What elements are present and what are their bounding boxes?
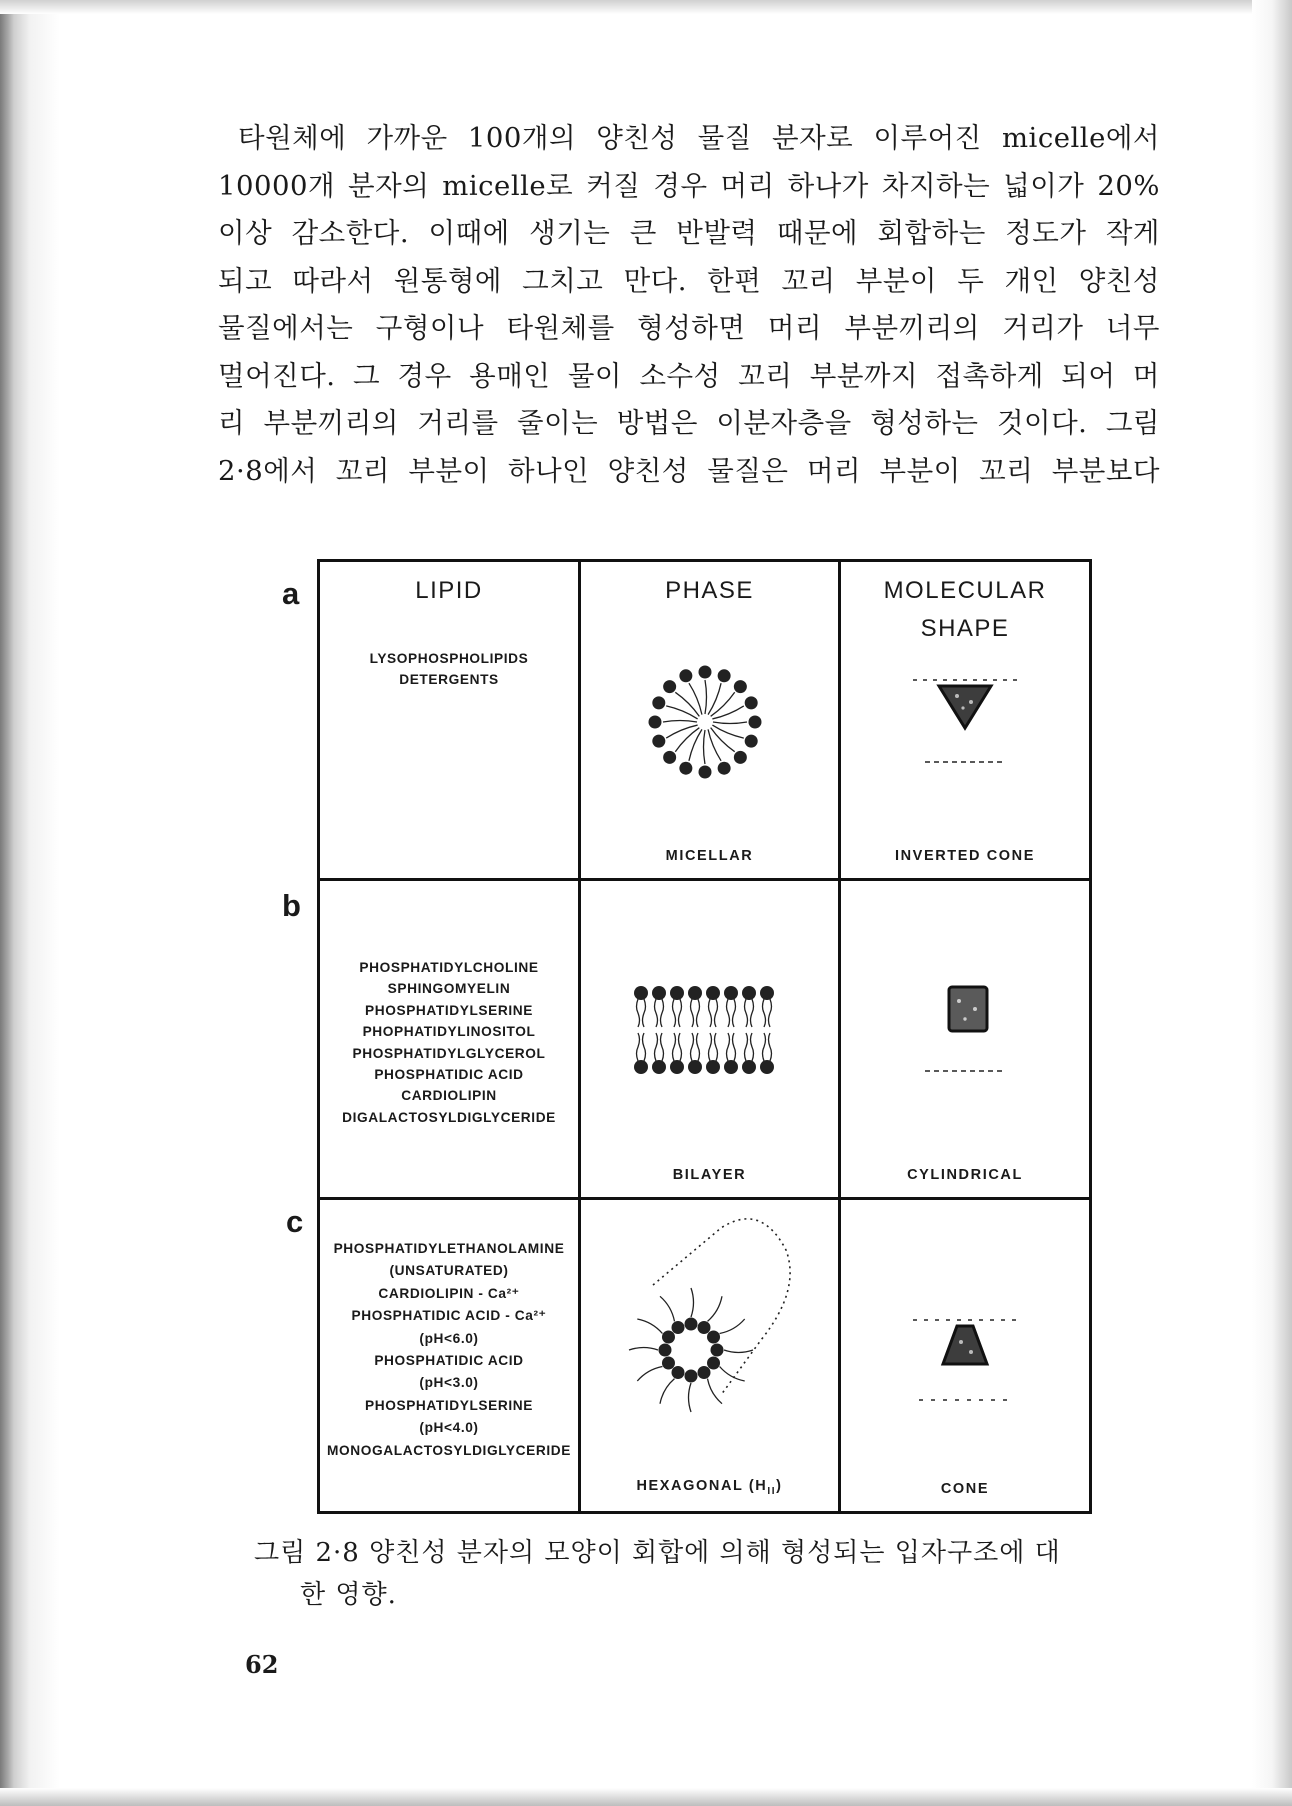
lipid-name: PHOSPHATIDYLGLYCEROL — [352, 1045, 546, 1061]
lipid-tail — [709, 999, 712, 1027]
lipid-head — [634, 986, 648, 1000]
lipid-head — [706, 986, 720, 1000]
lipid-head — [760, 1060, 774, 1074]
lipid-head — [672, 1366, 685, 1379]
lipid-head — [742, 986, 756, 1000]
page-binding-shadow — [0, 0, 92, 1806]
lipid-head — [679, 762, 692, 775]
cell-c-phase — [581, 1200, 838, 1511]
lipid-head — [663, 680, 676, 693]
lipid-head — [659, 1344, 672, 1357]
shape-texture — [961, 706, 964, 709]
lipid-name: PHOSPHATIDIC ACID - Ca²⁺ — [351, 1308, 547, 1324]
lipid-tail — [733, 1033, 736, 1061]
lipid-tail — [679, 1033, 682, 1061]
cell-b-phase — [581, 881, 838, 1197]
lipid-tail — [708, 729, 721, 760]
cylinder-diagram — [905, 981, 1025, 1091]
lipid-tail — [655, 999, 658, 1027]
header-lipid: LIPID — [415, 577, 483, 604]
cell-b-lipid — [320, 881, 578, 1197]
lipid-tail — [763, 1033, 766, 1061]
lipid-name: DETERGENTS — [399, 672, 499, 688]
lipid-head — [698, 1366, 711, 1379]
lipid-head — [749, 716, 762, 729]
lipid-name: (pH<4.0) — [419, 1420, 479, 1436]
lipid-head — [699, 666, 712, 679]
lipid-name: LYSOPHOSPHOLIPIDS — [369, 651, 529, 666]
lipid-tail — [708, 1296, 723, 1321]
shape-texture — [959, 1340, 963, 1344]
paragraph-line: 이상 감소한다. 이때에 생기는 큰 반발력 때문에 회합하는 정도가 작게 — [218, 217, 1160, 249]
lipid-list-a — [320, 648, 578, 691]
lipid-head — [662, 1357, 675, 1370]
lipid-tail — [643, 1033, 646, 1061]
lipid-tail — [643, 999, 646, 1027]
cell-a-lipid — [320, 562, 578, 878]
shape-caption-cone: CONE — [940, 1481, 990, 1497]
lipid-head — [685, 1370, 698, 1383]
cell-a-shape — [841, 562, 1089, 878]
lipid-head — [734, 680, 747, 693]
lipid-tail — [673, 1033, 676, 1061]
paragraph-line: 2·8에서 꼬리 부분이 하나인 양친성 물질은 머리 부분이 꼬리 부분보다 — [218, 454, 1160, 487]
lipid-name: CARDIOLIPIN - Ca²⁺ — [378, 1285, 520, 1301]
shape-texture — [963, 1017, 966, 1020]
shape-texture — [969, 1350, 973, 1354]
paragraph-line: 물질에서는 구형이나 타원체를 형성하면 머리 부분끼리의 거리가 너무 — [218, 312, 1160, 344]
cell-c-shape — [841, 1200, 1089, 1511]
hexagonal-label: HEXAGONAL (H — [636, 1478, 768, 1495]
lipid-head — [706, 1060, 720, 1074]
lipid-tail — [655, 1033, 658, 1061]
lipid-head — [663, 751, 676, 764]
row-label-a: a — [282, 576, 300, 611]
lipid-tail — [691, 999, 694, 1027]
lipid-name: (pH<6.0) — [419, 1330, 479, 1346]
lipid-head — [634, 1060, 648, 1074]
paragraph-line: 멀어진다. 그 경우 용매인 물이 소수성 꼬리 부분까지 접촉하게 되어 머 — [218, 359, 1160, 392]
lipid-tail — [715, 1033, 718, 1061]
shape-texture — [957, 999, 961, 1003]
shape-caption-cylindrical: CYLINDRICAL — [907, 1167, 1023, 1183]
lipid-head — [662, 1331, 675, 1344]
shape-texture — [973, 1007, 977, 1011]
lipid-tail — [724, 1350, 753, 1353]
lipid-name: CARDIOLIPIN — [401, 1088, 497, 1104]
lipid-head — [652, 735, 665, 748]
inverted-cone-shape — [939, 686, 991, 728]
figure-caption-line2: 한 영향. — [300, 1580, 397, 1610]
lipid-name: PHOSPHATIDIC ACID — [374, 1067, 524, 1083]
lipid-head — [718, 762, 731, 775]
page-right-edge — [1252, 0, 1292, 1806]
lipid-tail — [769, 999, 772, 1027]
lipid-name: PHOSPHATIDYLSERINE — [365, 1002, 533, 1018]
cone-shape — [943, 1326, 987, 1364]
header-shape-line1: MOLECULAR — [883, 577, 1047, 604]
lipid-tail — [691, 1033, 694, 1061]
body-paragraph — [218, 115, 1160, 495]
lipid-tail — [715, 999, 718, 1027]
figure-grid — [317, 559, 1092, 1514]
lipid-head — [718, 669, 731, 682]
lipid-head — [711, 1344, 724, 1357]
cylinder-shape — [949, 987, 987, 1031]
paragraph-line: 10000개 분자의 micelle로 커질 경우 머리 하나가 차지하는 넓이가 20% — [218, 169, 1160, 202]
lipid-tail — [733, 999, 736, 1027]
lipid-head — [745, 696, 758, 709]
lipid-name: (UNSATURATED) — [389, 1263, 509, 1279]
phase-caption-bilayer: BILAYER — [672, 1167, 747, 1183]
lipid-head — [688, 986, 702, 1000]
lipid-name: MONOGALACTOSYLDIGLYCERIDE — [327, 1442, 571, 1458]
lipid-head — [724, 1060, 738, 1074]
header-molecular-shape — [841, 572, 1089, 648]
lipid-head — [707, 1357, 720, 1370]
lipid-tail — [637, 1367, 662, 1382]
lipid-tail — [745, 999, 748, 1027]
lipid-tail — [751, 999, 754, 1027]
paragraph-line: 리 부분끼리의 거리를 줄이는 방법은 이분자층을 형성하는 것이다. 그림 — [218, 407, 1160, 439]
figure-caption-line1: 그림 2·8 양친성 분자의 모양이 회합에 의해 형성되는 입자구조에 대 — [254, 1538, 1061, 1568]
phase-caption-hexagonal — [581, 1478, 838, 1497]
lipid-head — [734, 751, 747, 764]
lipid-tail — [689, 683, 702, 714]
lipid-tail — [673, 999, 676, 1027]
lipid-head — [699, 766, 712, 779]
lipid-head — [688, 1060, 702, 1074]
lipid-head — [652, 696, 665, 709]
lipid-head — [672, 1321, 685, 1334]
lipid-name: (pH<3.0) — [419, 1375, 479, 1391]
lipid-tail — [763, 999, 766, 1027]
lipid-head — [670, 1060, 684, 1074]
lipid-list-c — [320, 1238, 578, 1462]
lipid-tail — [689, 1383, 692, 1412]
lipid-head — [724, 986, 738, 1000]
figure-caption — [254, 1532, 1114, 1616]
lipid-tail — [679, 999, 682, 1027]
hexagonal-close: ) — [776, 1478, 783, 1495]
micelle-diagram — [645, 662, 765, 782]
lipid-tail — [661, 999, 664, 1027]
lipid-tail — [660, 1296, 675, 1321]
lipid-tail — [697, 999, 700, 1027]
lipid-head — [707, 1331, 720, 1344]
lipid-name: SPHINGOMYELIN — [387, 981, 511, 997]
lipid-name: PHOPHATIDYLINOSITOL — [362, 1024, 536, 1040]
lipid-tail — [637, 1033, 640, 1061]
lipid-name: PHOSPHATIDIC ACID — [374, 1353, 524, 1369]
lipid-tail — [720, 1319, 745, 1334]
row-label-c: c — [286, 1204, 304, 1239]
lipid-tail — [661, 1033, 664, 1061]
row-label-b: b — [282, 888, 301, 923]
lipid-tail — [709, 1033, 712, 1061]
lipid-tail — [660, 1379, 675, 1404]
lipid-name: DIGALACTOSYLDIGLYCERIDE — [342, 1109, 556, 1125]
bilayer-diagram — [629, 981, 779, 1081]
header-phase: PHASE — [665, 577, 754, 604]
page-top-edge — [0, 0, 1292, 14]
lipid-tail — [704, 730, 706, 764]
lipid-phase-figure — [280, 556, 1100, 1516]
lipid-tail — [769, 1033, 772, 1061]
lipid-head — [679, 669, 692, 682]
paragraph-line: 되고 따라서 원통형에 그치고 만다. 한편 꼬리 부분이 두 개인 양친성 — [218, 264, 1160, 297]
inverted-cone-diagram — [905, 672, 1025, 782]
phase-caption-micellar: MICELLAR — [665, 848, 754, 864]
lipid-name: PHOSPHATIDYLETHANOLAMINE — [333, 1241, 565, 1256]
lipid-list-b — [320, 957, 578, 1128]
lipid-tail — [691, 1288, 694, 1317]
shape-caption-inverted-cone: INVERTED CONE — [894, 848, 1036, 864]
lipid-head — [685, 1318, 698, 1331]
hexagonal-subscript: II — [767, 1486, 777, 1497]
page-bottom-edge — [0, 1788, 1292, 1806]
paragraph-line: 타원체에 가까운 100개의 양친성 물질 분자로 이루어진 micelle에서 — [238, 122, 1160, 154]
lipid-tail — [727, 999, 730, 1027]
lipid-head — [742, 1060, 756, 1074]
lipid-tail — [745, 1033, 748, 1061]
lipid-tail — [713, 722, 747, 724]
lipid-tail — [705, 680, 707, 714]
lipid-head — [652, 986, 666, 1000]
lipid-head — [745, 735, 758, 748]
cell-b-shape — [841, 881, 1089, 1197]
shape-texture — [955, 694, 959, 698]
cell-c-lipid — [320, 1200, 578, 1511]
header-shape-line2: SHAPE — [920, 615, 1010, 642]
page-number: 62 — [245, 1650, 279, 1679]
lipid-tail — [697, 1033, 700, 1061]
lipid-tail — [663, 721, 697, 723]
cone-diagram — [905, 1312, 1025, 1422]
lipid-name: PHOSPHATIDYLSERINE — [365, 1397, 533, 1413]
hexagonal-diagram — [611, 1210, 811, 1450]
lipid-tail — [637, 1319, 662, 1334]
lipid-head — [670, 986, 684, 1000]
cell-a-phase — [581, 562, 838, 878]
lipid-tail — [712, 706, 743, 719]
lipid-tail — [637, 999, 640, 1027]
lipid-tail — [751, 1033, 754, 1061]
lipid-tail — [666, 725, 697, 738]
lipid-tail — [629, 1348, 658, 1351]
lipid-head — [649, 716, 662, 729]
lipid-head — [652, 1060, 666, 1074]
lipid-name: PHOSPHATIDYLCHOLINE — [359, 960, 539, 975]
lipid-tail — [708, 1379, 723, 1404]
shape-texture — [969, 700, 973, 704]
lipid-head — [698, 1321, 711, 1334]
lipid-tail — [727, 1033, 730, 1061]
lipid-head — [760, 986, 774, 1000]
